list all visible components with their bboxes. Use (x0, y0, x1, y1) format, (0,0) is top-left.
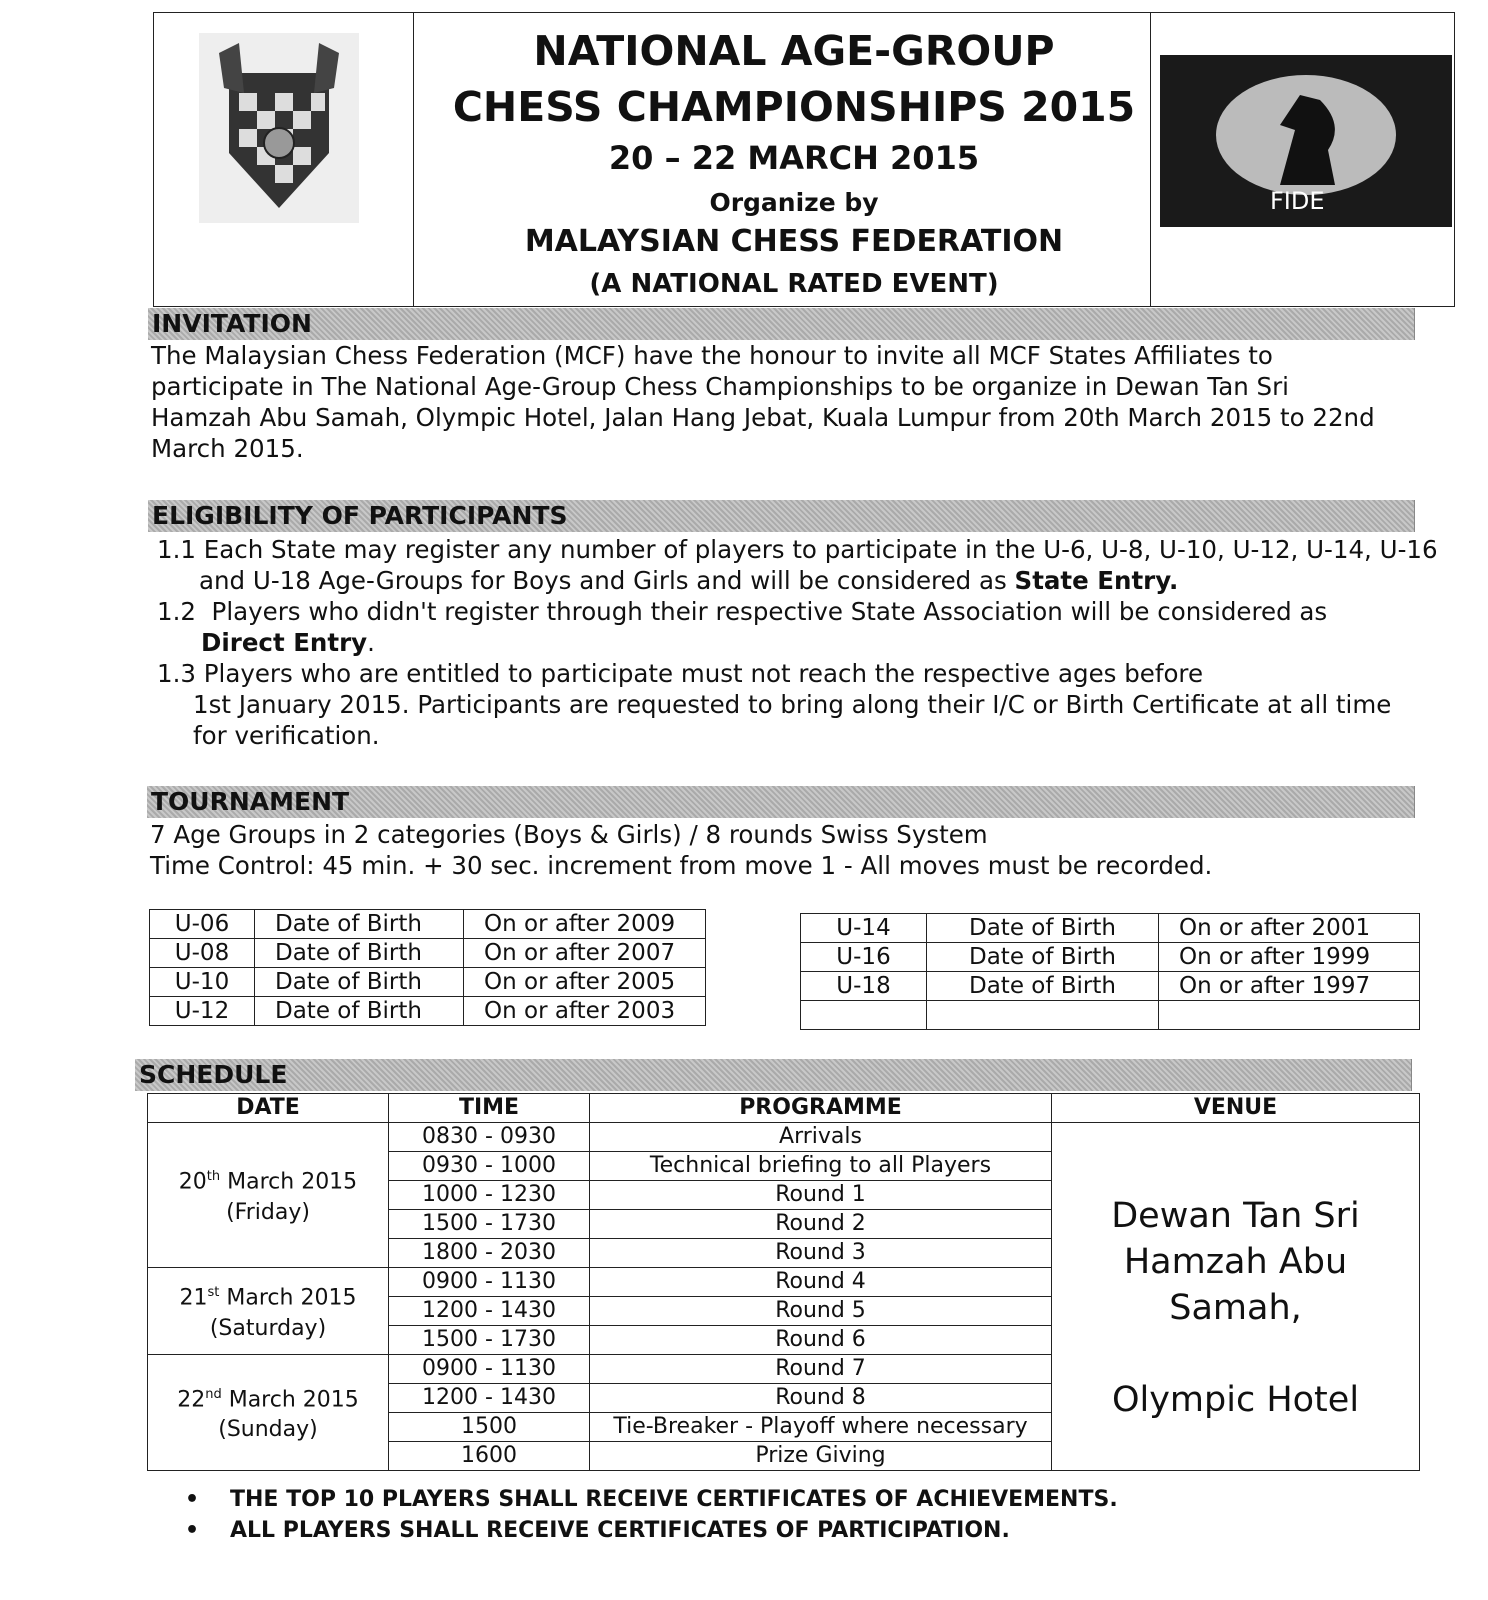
note-2: • ALL PLAYERS SHALL RECEIVE CERTIFICATES OF PARTICIPATION. (185, 1518, 1010, 1543)
schedule-heading: SCHEDULE (135, 1059, 1412, 1091)
table-row: U-18 Date of Birth On or after 1997 (801, 972, 1420, 1001)
table-row: U-08 Date of Birth On or after 2007 (150, 939, 706, 968)
eligibility-list: 1.1 Each State may register any number of players to participate in the U-6, U-8, U-10, U-12, U-14, U-16 and U-18 Age-Groups for Boys and Girls and will be considered as State Entry. 1.2 Players who didn't register through their respective State Association will be considered as Direct Entry. 1.3 Players who are entitled to participate must not reach the respective ages before 1st January 2015. Participants are requested to bring along their I/C or Birth Certificate at all time for verification. (157, 535, 1438, 750)
note-1: • THE TOP 10 PLAYERS SHALL RECEIVE CERTIFICATES OF ACHIEVEMENTS. (185, 1487, 1118, 1512)
table-row: U-16 Date of Birth On or after 1999 (801, 943, 1420, 972)
organizer: MALAYSIAN CHESS FEDERATION (524, 224, 1064, 259)
organize-by: Organize by (709, 188, 879, 217)
tournament-heading: TOURNAMENT (147, 786, 1415, 818)
fide-logo: FIDE (1160, 55, 1452, 227)
age-table-left (149, 909, 706, 1026)
title-line-1: NATIONAL AGE-GROUP (533, 27, 1055, 75)
event-dates: 20 – 22 MARCH 2015 (608, 139, 980, 177)
header-box (153, 12, 1455, 307)
table-row: U-14 Date of Birth On or after 2001 (801, 914, 1420, 943)
title-line-2: CHESS CHAMPIONSHIPS 2015 (452, 83, 1136, 131)
mcf-logo (199, 33, 359, 223)
invitation-text: The Malaysian Chess Federation (MCF) have the honour to invite all MCF States Affiliates to participate in The National Age-Group Chess Championships to be organize in Dewan Tan Sri Hamzah Abu Samah, Olympic Hotel, Jalan Hang Jebat, Kuala Lumpur from 20th March 2015 to 22nd March 2015. (151, 341, 1375, 463)
venue: Dewan Tan Sri Hamzah Abu Samah, Olympic Hotel (1052, 1123, 1420, 1471)
table-row: U-06 Date of Birth On or after 2009 (150, 910, 706, 939)
tournament-text: 7 Age Groups in 2 categories (Boys & Girls) / 8 rounds Swiss System Time Control: 45 min. + 30 sec. increment from move 1 - All moves must be recorded. (150, 820, 1213, 880)
schedule-table: DATE TIME PROGRAMME VENUE 20th March 2015 (Friday) 0830 - 0930 Arrivals Dewan Tan Sri Hamzah Abu Samah, Olympic Hotel 0930 - 1000 Technical briefing to all Players 1000 - 1230 Round 1 1500 - 1730 Round 2 1800 - 2030 Round 3 21st March 2015 (Saturday) 0900 - 1130 Round 4 1200 - 1430 Round 5 1500 - 1730 Round 6 22nd March 2015 (Sunday) 0900 - 1130 Round 7 1200 - 1430 Round 8 1500 Tie-Breaker - Playoff where necessary 1600 Prize Giving (147, 1093, 1420, 1471)
table-row (801, 1001, 1420, 1030)
table-row: U-12 Date of Birth On or after 2003 (150, 997, 706, 1026)
age-table-right (800, 913, 1420, 1030)
eligibility-heading: ELIGIBILITY OF PARTICIPANTS (148, 500, 1415, 532)
rated-event: (A NATIONAL RATED EVENT) (589, 269, 999, 299)
invitation-heading: INVITATION (148, 308, 1415, 340)
table-row: U-10 Date of Birth On or after 2005 (150, 968, 706, 997)
